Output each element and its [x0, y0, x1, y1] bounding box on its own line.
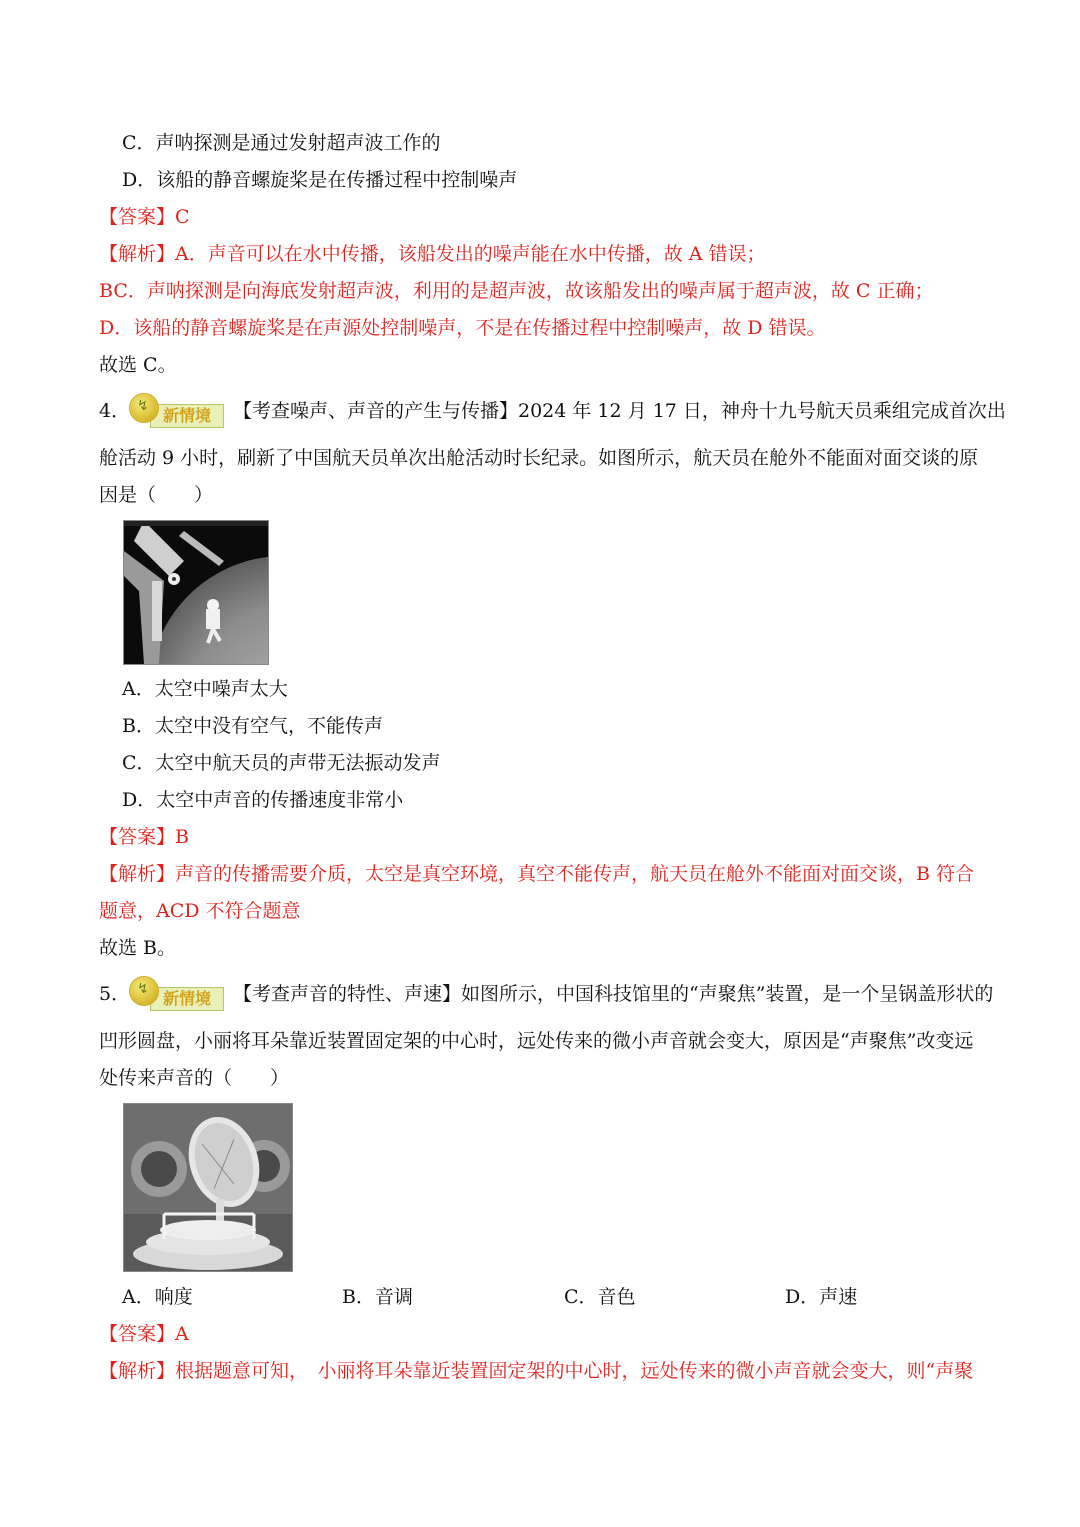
badge-circle-icon: ↯ [130, 977, 158, 1005]
q5-number: 5． [99, 983, 131, 1005]
q4-option-d: D．太空中声音的传播速度非常小 [122, 789, 404, 811]
q3-analysis-line-3: D．该船的静音螺旋桨是在声源处控制噪声，不是在传播过程中控制噪声，故 D 错误。 [99, 317, 826, 339]
q3-analysis-line-1: 【解析】A．声音可以在水中传播，该船发出的噪声能在水中传播，故 A 错误； [99, 243, 766, 265]
q5-option-b: B．音调 [342, 1286, 413, 1308]
q4-choose: 故选 B。 [99, 937, 177, 959]
astronaut-spacewalk-image [123, 520, 269, 665]
q3-choose: 故选 C。 [99, 354, 177, 376]
q3-option-c: C．声呐探测是通过发射超声波工作的 [122, 132, 441, 154]
q5-stem-line-1: 【考查声音的特性、声速】如图所示，中国科技馆里的“声聚焦”装置，是一个呈锅盖形状的 [233, 983, 994, 1005]
q4-stem-line-3: 因是（ ） [99, 484, 214, 506]
q5-answer: 【答案】A [99, 1323, 189, 1345]
q3-option-d: D．该船的静音螺旋桨是在传播过程中控制噪声 [122, 169, 518, 191]
q5-option-a: A．响度 [122, 1286, 193, 1308]
badge-label: 新情境 [150, 987, 224, 1011]
q4-option-c: C．太空中航天员的声带无法振动发声 [122, 752, 441, 774]
q4-stem-line-1: 【考查噪声、声音的产生与传播】2024 年 12 月 17 日，神舟十九号航天员乘组完成首次出 [233, 400, 1006, 422]
q4-stem-line-2: 舱活动 9 小时，刷新了中国航天员单次出舱活动时长纪录。如图所示，航天员在舱外不能面对面交谈的原 [99, 447, 979, 469]
q3-analysis-line-2: BC．声呐探测是向海底发射超声波，利用的是超声波，故该船发出的噪声属于超声波，故 C 正确； [99, 280, 934, 302]
q3-answer: 【答案】C [99, 206, 190, 228]
q4-analysis-line-1: 【解析】声音的传播需要介质，太空是真空环境，真空不能传声，航天员在舱外不能面对面交谈，B 符合 [99, 863, 975, 885]
q4-number: 4． [99, 400, 131, 422]
q4-analysis-line-2: 题意，ACD 不符合题意 [99, 900, 301, 922]
q4-option-a: A．太空中噪声太大 [122, 678, 288, 700]
new-context-badge [128, 977, 224, 1011]
q5-stem-line-2: 凹形圆盘，小丽将耳朵靠近装置固定架的中心时，远处传来的微小声音就会变大，原因是“声聚焦”改变远 [99, 1030, 974, 1052]
badge-circle-icon: ↯ [130, 394, 158, 422]
q4-option-b: B．太空中没有空气，不能传声 [122, 715, 383, 737]
q4-answer: 【答案】B [99, 826, 189, 848]
q5-option-d: D．声速 [785, 1286, 858, 1308]
q5-stem-line-3: 处传来声音的（ ） [99, 1067, 290, 1089]
badge-label: 新情境 [150, 404, 224, 428]
q5-analysis-line-1: 【解析】根据题意可知， 小丽将耳朵靠近装置固定架的中心时，远处传来的微小声音就会变大，则“声聚 [99, 1360, 974, 1382]
new-context-badge [128, 394, 224, 428]
q5-option-c: C．音色 [564, 1286, 636, 1308]
sound-focus-dish-image [123, 1103, 293, 1272]
